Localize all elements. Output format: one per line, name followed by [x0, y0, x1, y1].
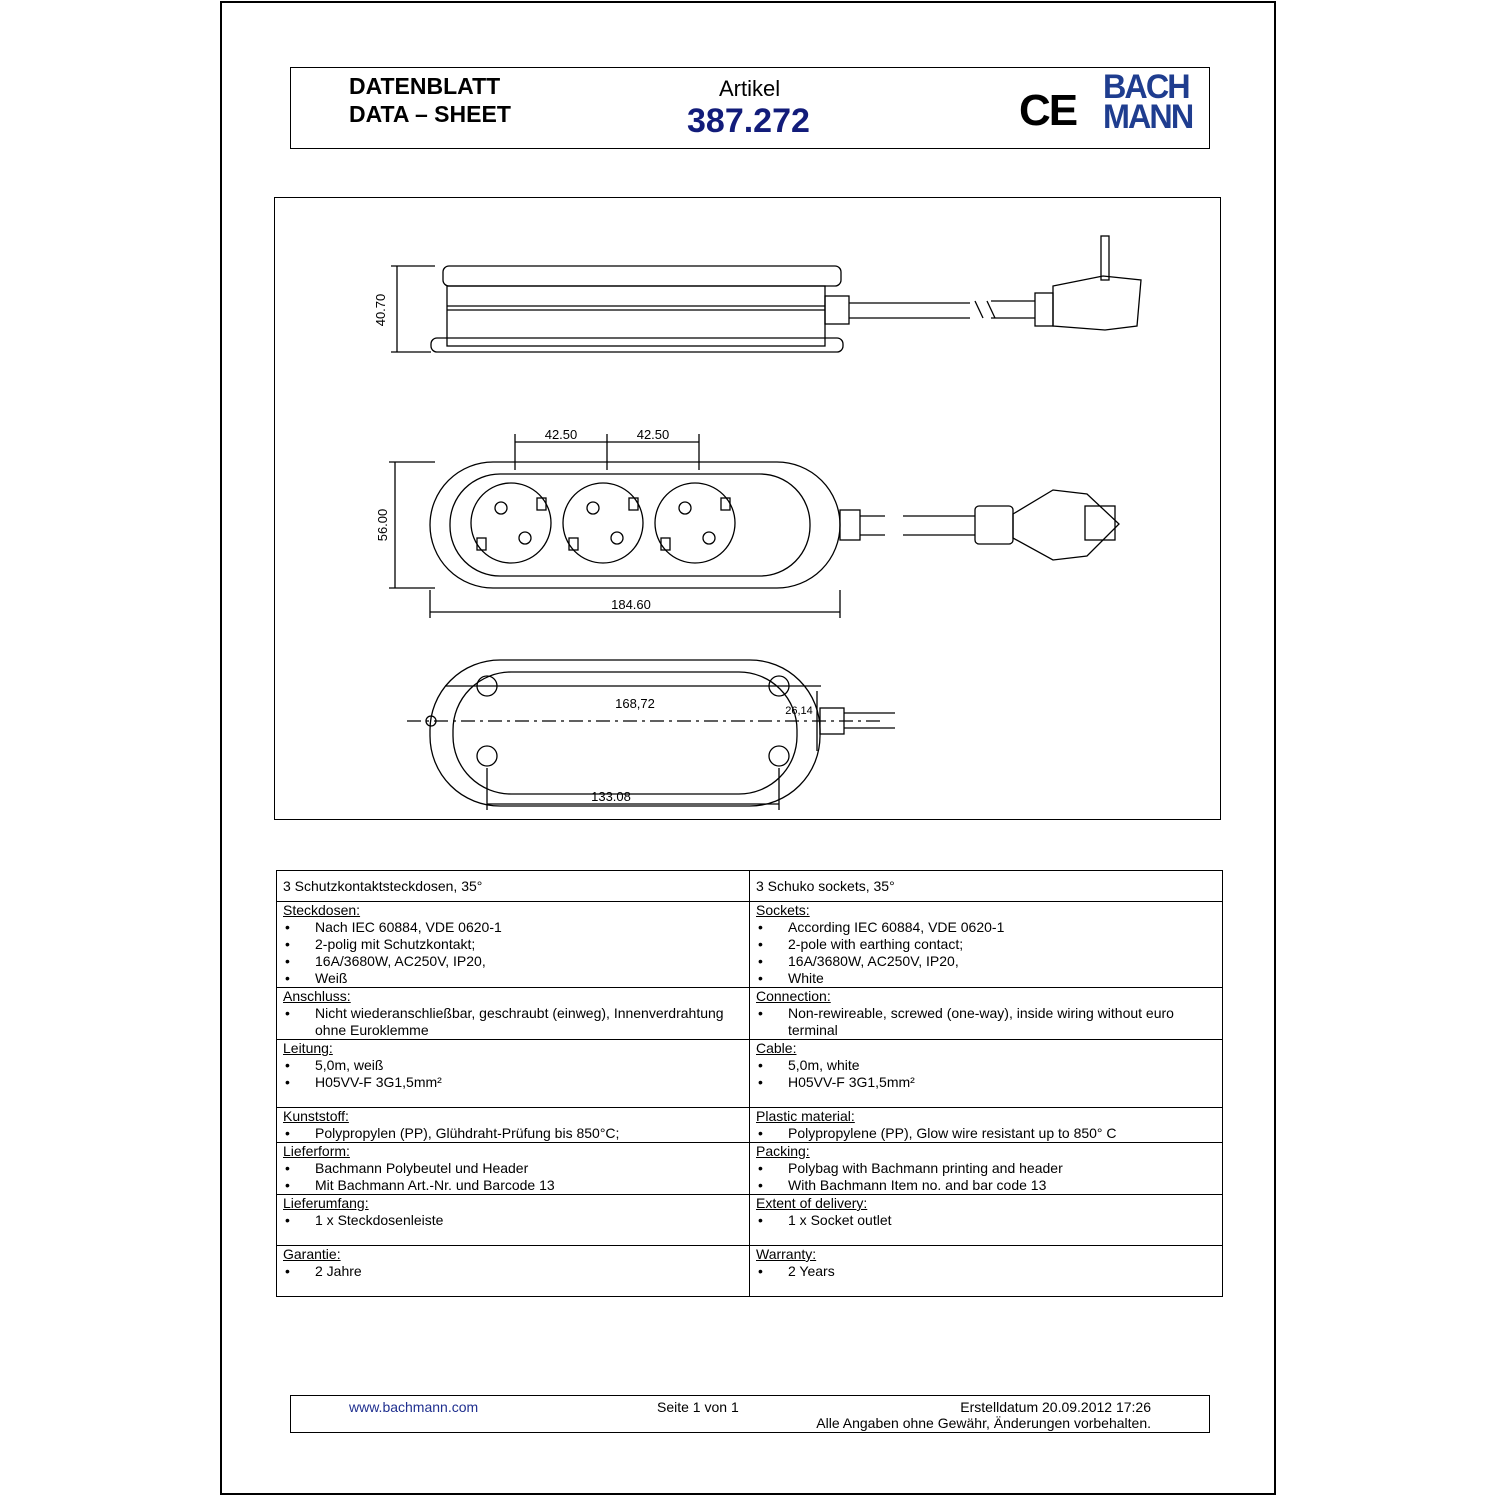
section-de	[277, 1040, 750, 1108]
bullet-list	[756, 1263, 1216, 1280]
table-row	[277, 871, 1223, 902]
article-number: 387.272	[687, 102, 810, 140]
title-en: DATA – SHEET	[349, 101, 511, 127]
table-row	[277, 1040, 1223, 1108]
list-item: • 1 x Steckdosenleiste	[283, 1212, 743, 1229]
top-view	[375, 427, 1119, 618]
header-box	[290, 67, 1210, 149]
list-item: • White	[756, 970, 1216, 987]
list-item: • Non-rewireable, screwed (one-way), inside wiring without euro terminal	[756, 1005, 1216, 1039]
bullet-list	[756, 1160, 1216, 1194]
section-title: Connection:	[756, 988, 831, 1004]
bottom-view	[407, 660, 895, 810]
dim-overall-length: 184.60	[611, 597, 651, 612]
dim-mount-width: 26,14	[785, 705, 813, 717]
logo-line-1: BACH	[1103, 68, 1189, 106]
page-number: Seite 1 von 1	[657, 1399, 739, 1415]
intro-de: 3 Schutzkontaktsteckdosen, 35°	[277, 871, 750, 902]
list-item: • 2 Years	[756, 1263, 1216, 1280]
list-item: • 16A/3680W, AC250V, IP20,	[283, 953, 743, 970]
bachmann-logo	[1103, 68, 1193, 136]
list-item: • 2-pole with earthing contact;	[756, 936, 1216, 953]
list-item: • Polypropylen (PP), Glühdraht-Prüfung bis 850°C;	[283, 1125, 743, 1142]
section-en	[750, 1040, 1223, 1108]
section-title: Lieferform:	[283, 1143, 350, 1159]
mount-hole-icon	[477, 746, 497, 766]
section-de	[277, 902, 750, 988]
list-item: • Mit Bachmann Art.-Nr. und Barcode 13	[283, 1177, 743, 1194]
disclaimer: Alle Angaben ohne Gewähr, Änderungen vorbehalten.	[816, 1415, 1151, 1431]
logo-line-2: MANN	[1103, 98, 1193, 136]
website-link[interactable]: www.bachmann.com	[349, 1399, 479, 1415]
table-row	[277, 988, 1223, 1040]
side-view	[373, 236, 1141, 352]
socket-3-icon	[655, 483, 735, 563]
spec-table	[276, 870, 1223, 1297]
list-item: • 2 Jahre	[283, 1263, 743, 1280]
section-de	[277, 1195, 750, 1246]
dim-pitch-2: 42.50	[636, 427, 670, 442]
section-en	[750, 902, 1223, 988]
section-title: Extent of delivery:	[756, 1195, 868, 1211]
section-title: Leitung:	[283, 1040, 333, 1056]
section-title: Cable:	[756, 1040, 797, 1056]
section-en	[750, 1108, 1223, 1143]
table-row	[277, 1195, 1223, 1246]
bullet-list	[283, 1057, 743, 1091]
bullet-list	[283, 1005, 743, 1039]
title-de: DATENBLATT	[349, 73, 501, 99]
section-en	[750, 1143, 1223, 1195]
bullet-list	[756, 1212, 1216, 1229]
list-item: • Weiß	[283, 970, 743, 987]
list-item: • According IEC 60884, VDE 0620-1	[756, 919, 1216, 936]
list-item: • 5,0m, weiß	[283, 1057, 743, 1074]
list-item: • Nicht wiederanschließbar, geschraubt (einweg), Innenverdrahtung ohne Euroklemme	[283, 1005, 743, 1039]
bullet-list	[283, 1212, 743, 1229]
list-item: • 5,0m, white	[756, 1057, 1216, 1074]
section-title: Warranty:	[756, 1246, 817, 1262]
list-item: • H05VV-F 3G1,5mm²	[283, 1074, 743, 1091]
socket-1-icon	[471, 483, 551, 563]
list-item: • Bachmann Polybeutel und Header	[283, 1160, 743, 1177]
bullet-list	[283, 1125, 743, 1142]
table-row	[277, 902, 1223, 988]
list-item: • Polybag with Bachmann printing and header	[756, 1160, 1216, 1177]
section-title: Kunststoff:	[283, 1108, 349, 1124]
section-title: Steckdosen:	[283, 902, 361, 918]
section-title: Anschluss:	[283, 988, 351, 1004]
drawing-svg	[275, 198, 1220, 819]
section-en	[750, 988, 1223, 1040]
table-row	[277, 1108, 1223, 1143]
article-label: Artikel	[719, 76, 781, 101]
section-en	[750, 1195, 1223, 1246]
section-de	[277, 1246, 750, 1297]
bullet-list	[756, 1005, 1216, 1039]
dim-side-height: 40.70	[373, 293, 388, 327]
section-de	[277, 1108, 750, 1143]
table-row	[277, 1143, 1223, 1195]
bullet-list	[283, 1263, 743, 1280]
section-en	[750, 1246, 1223, 1297]
list-item: • With Bachmann Item no. and bar code 13	[756, 1177, 1216, 1194]
bullet-list	[756, 919, 1216, 987]
section-title: Lieferumfang:	[283, 1195, 369, 1211]
table-row	[277, 1246, 1223, 1297]
list-item: • 1 x Socket outlet	[756, 1212, 1216, 1229]
section-title: Garantie:	[283, 1246, 341, 1262]
list-item: • 16A/3680W, AC250V, IP20,	[756, 953, 1216, 970]
dim-mount-length: 168,72	[615, 696, 655, 711]
intro-en: 3 Schuko sockets, 35°	[750, 871, 1223, 902]
bullet-list	[283, 1160, 743, 1194]
header-titles	[349, 72, 511, 128]
section-de	[277, 1143, 750, 1195]
dim-hole-spacing: 133.08	[591, 789, 631, 804]
bullet-list	[283, 919, 743, 987]
bullet-list	[756, 1057, 1216, 1091]
section-title: Plastic material:	[756, 1108, 855, 1124]
dim-top-height: 56.00	[375, 508, 390, 542]
technical-drawing	[274, 197, 1221, 820]
created-date: Erstelldatum 20.09.2012 17:26	[960, 1399, 1151, 1415]
list-item: • H05VV-F 3G1,5mm²	[756, 1074, 1216, 1091]
list-item: • 2-polig mit Schutzkontakt;	[283, 936, 743, 953]
section-title: Sockets:	[756, 902, 810, 918]
mount-hole-icon	[769, 746, 789, 766]
ce-mark-icon: CE	[1019, 86, 1077, 135]
list-item: • Nach IEC 60884, VDE 0620-1	[283, 919, 743, 936]
section-de	[277, 988, 750, 1040]
bullet-list	[756, 1125, 1216, 1142]
dim-pitch-1: 42.50	[544, 427, 578, 442]
list-item: • Polypropylene (PP), Glow wire resistant up to 850° C	[756, 1125, 1216, 1142]
section-title: Packing:	[756, 1143, 810, 1159]
footer	[290, 1395, 1210, 1433]
socket-2-icon	[563, 483, 643, 563]
